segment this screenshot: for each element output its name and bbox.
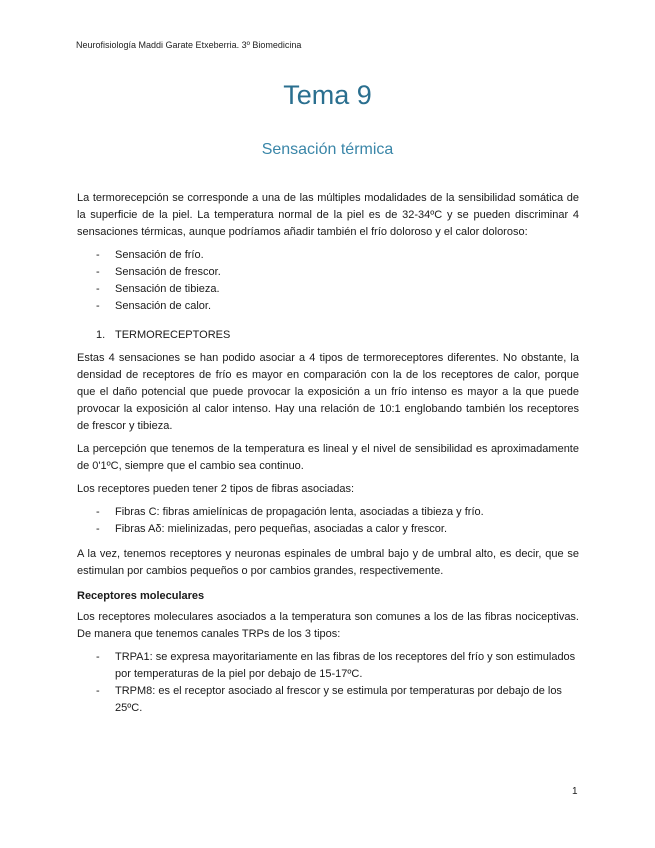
subheading: Receptores moleculares bbox=[77, 590, 205, 602]
paragraph: Los receptores moleculares asociados a la temperatura son comunes a los de las fibras nociceptivas. De manera que tenemos canales TRPs de los 3 tipos: bbox=[77, 611, 579, 640]
paragraph: A la vez, tenemos receptores y neuronas espinales de umbral bajo y de umbral alto, es decir, que se estimulan por cambios pequeños o por cambios grandes, respectivemente. bbox=[77, 548, 579, 577]
intro-paragraph: La termorecepción se corresponde a una de las múltiples modalidades de la sensibilidad somática de la superficie de la piel. La temperatura normal de la piel es de 32-34ºC y se pueden discriminar 4 sensaciones térmicas, aunque podríamos añadir también el frío doloroso y el calor doloroso: bbox=[77, 192, 579, 238]
list-item: - Sensación de calor. bbox=[96, 300, 212, 312]
page-subtitle: Sensación térmica bbox=[261, 141, 394, 158]
list-item: - Sensación de frescor. bbox=[96, 266, 221, 278]
page-title: Tema 9 bbox=[283, 80, 372, 110]
page-header: Neurofisiología Maddi Garate Etxeberria. 3º Biomedicina bbox=[76, 40, 302, 50]
paragraph: Estas 4 sensaciones se han podido asociar a 4 tipos de termoreceptores diferentes. No obstante, la densidad de receptores de frío es mayor en comparación con la de los receptores de calor, porque que el daño potencial que puede provocar la exposición a un frío intenso es mayor a la que puede provocar la exposición al calor intenso. Hay una relación de 10:1 englobando también los receptores de frescor y tibieza. bbox=[77, 352, 579, 432]
list-item: - Sensación de frío. bbox=[96, 249, 204, 261]
section-number: 1. bbox=[96, 329, 106, 341]
sensations-list bbox=[77, 247, 579, 315]
page-number: 1 bbox=[572, 786, 578, 797]
paragraph: Los receptores pueden tener 2 tipos de fibras asociadas: bbox=[77, 483, 355, 495]
fibers-list bbox=[77, 504, 579, 538]
list-item: - Fibras C: fibras amielínicas de propagación lenta, asociadas a tibieza y frío. bbox=[96, 506, 484, 518]
section-title: TERMORECEPTORES bbox=[115, 329, 231, 341]
list-item: - TRPM8: es el receptor asociado al frescor y se estimula por temperaturas por debajo de los 25ºC. bbox=[96, 685, 562, 714]
paragraph: La percepción que tenemos de la temperatura es lineal y el nivel de sensibilidad es aproximadamente de 0'1ºC, siempre que el cambio sea continuo. bbox=[77, 443, 579, 472]
list-item: - TRPA1: se expresa mayoritariamente en las fibras de los receptores del frío y son estimulados por temperaturas de la piel por debajo de 15-17ºC. bbox=[96, 651, 576, 680]
list-item: - Fibras Aδ: mielinizadas, pero pequeñas, asociadas a calor y frescor. bbox=[96, 523, 448, 535]
document-body bbox=[77, 190, 579, 725]
list-item: - Sensación de tibieza. bbox=[96, 283, 220, 295]
trp-list bbox=[77, 649, 579, 717]
section-heading bbox=[77, 327, 579, 344]
